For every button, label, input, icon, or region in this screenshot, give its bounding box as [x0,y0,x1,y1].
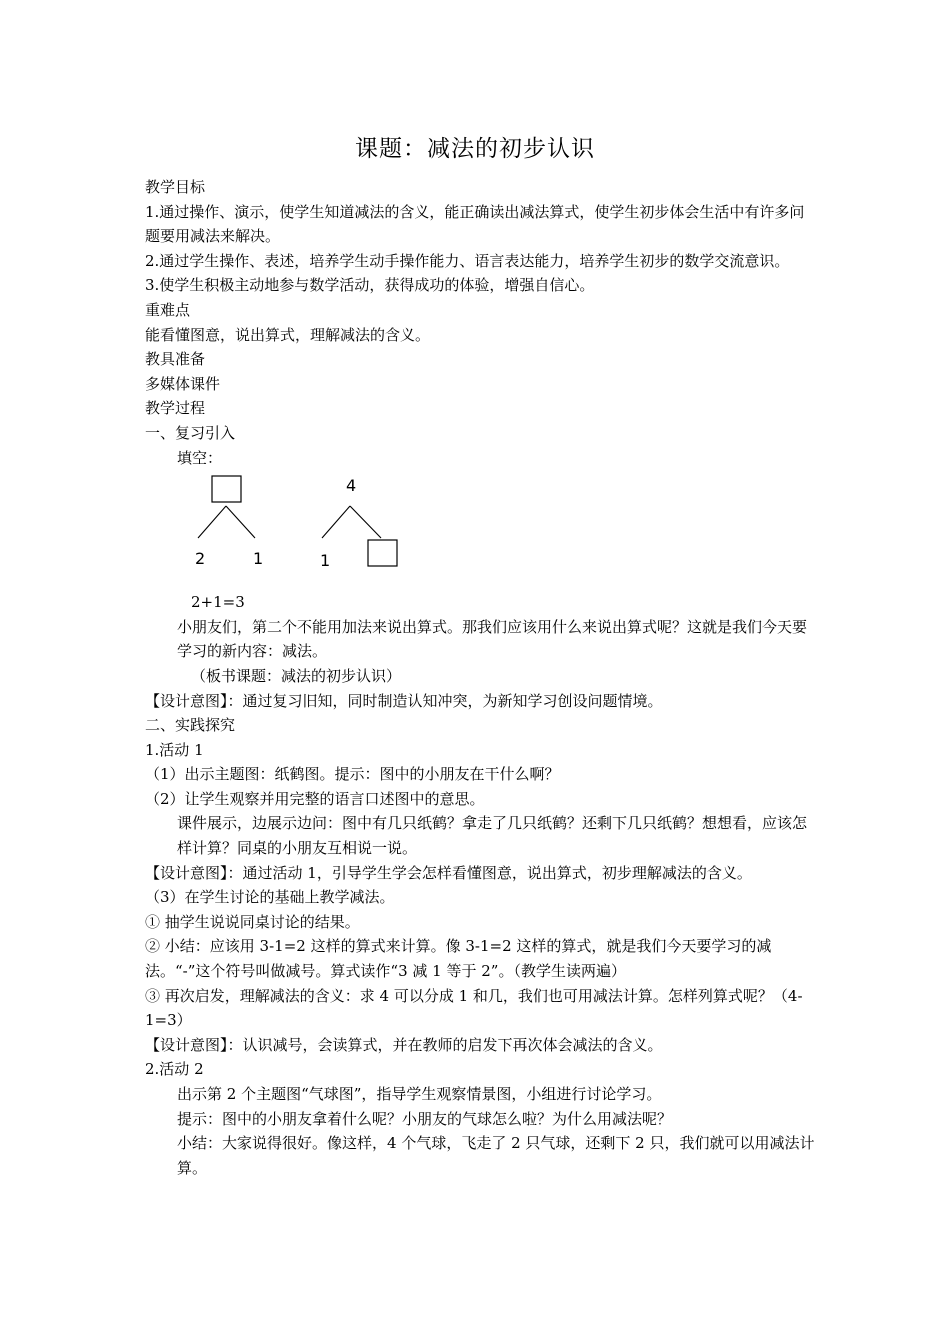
activity-1-heading: 1.活动 1 [145,740,204,759]
objective-1: 1.通过操作、演示，使学生知道减法的含义，能正确读出减法算式，使学生初步体会生活中有许多问题要用减法来解决。 [145,202,805,246]
heading-objectives: 教学目标 [145,178,206,196]
section-1-heading: 一、复习引入 [145,423,236,442]
page-title: 课题：减法的初步认识 [355,136,595,162]
right-whole: 4 [346,476,357,496]
activity-2-intro: 出示第 2 个主题图“气球图”，指导学生观察情景图，小组进行讨论学习。 [177,1085,662,1103]
section-2-heading: 二、实践探究 [145,716,236,735]
activity-1-step-2: （2）让学生观察并用完整的语言口述图中的意思。 [145,789,485,808]
heading-materials: 教具准备 [145,350,206,369]
objective-2: 2.通过学生操作、表述，培养学生动手操作能力、语言表达能力，培养学生初步的数学交流意识。 [145,251,790,270]
split-diagram-lines [145,470,817,592]
design-intent-1: 【设计意图】：通过复习旧知，同时制造认知冲突，为新知学习创设问题情境。 [145,691,663,710]
activity-1-step-3: （3）在学生讨论的基础上教学减法。 [145,888,395,907]
left-branch-line-a [198,506,226,538]
design-intent-2: 【设计意图】：通过活动 1，引导学生学会怎样看懂图意，说出算式，初步理解减法的含义。 [145,863,752,882]
circled-item-3: ③ 再次启发，理解减法的含义：求 4 可以分成 1 和几，我们也可用减法计算。怎样列算式呢？（4-1=3） [145,986,803,1030]
equation-2-plus-1: 2+1=3 [191,593,245,612]
heading-key-points: 重难点 [145,300,191,319]
heading-process: 教学过程 [145,399,206,418]
design-intent-3: 【设计意图】：认识减号，会读算式，并在教师的启发下再次体会减法的含义。 [145,1035,663,1054]
right-branch-line-a [322,506,350,538]
right-branch-line-b [350,506,381,538]
courseware-paragraph: 课件展示，边展示边问：图中有几只纸鹤？拿走了几只纸鹤？还剩下几只纸鹤？想想看，应该怎样计算？同桌的小朋友互相说一说。 [177,814,808,858]
left-blank-box [212,476,241,502]
left-branch-line-b [226,506,255,538]
number-split-diagram [145,470,817,592]
right-blank-box [368,540,397,566]
intro-paragraph: 小朋友们，第二个不能用加法来说出算式。那我们应该用什么来说出算式呢？这就是我们今天要学习的新内容：减法。 [177,617,808,661]
fill-in-label: 填空： [177,448,223,467]
left-part-b: 1 [253,549,264,569]
objective-3: 3.使学生积极主动地参与数学活动，获得成功的体验，增强自信心。 [145,276,595,295]
right-part-a: 1 [320,551,331,571]
circled-item-2: ② 小结：应该用 3-1=2 这样的算式来计算。像 3-1=2 这样的算式，就是我们今天要学习的减法。“-”这个符号叫做减号。算式读作“3 减 1 等于 2”。（教学生读两遍） [145,937,772,981]
materials-text: 多媒体课件 [145,374,221,393]
activity-2-prompt: 提示：图中的小朋友拿着什么呢？小朋友的气球怎么啦？为什么用减法呢？ [177,1109,673,1128]
left-part-a: 2 [195,549,206,569]
board-title-note: （板书课题：减法的初步认识） [191,666,402,685]
circled-item-1: ① 抽学生说说同桌讨论的结果。 [145,912,360,931]
document-body [145,175,817,1180]
activity-2-summary: 小结：大家说得很好。像这样，4 个气球，飞走了 2 只气球，还剩下 2 只，我们就可以用减法计算。 [177,1134,815,1177]
key-points-text: 能看懂图意，说出算式，理解减法的含义。 [145,325,431,344]
activity-2-heading: 2.活动 2 [145,1060,204,1079]
activity-1-step-1: （1）出示主题图：纸鹤图。提示：图中的小朋友在干什么啊？ [145,765,560,784]
